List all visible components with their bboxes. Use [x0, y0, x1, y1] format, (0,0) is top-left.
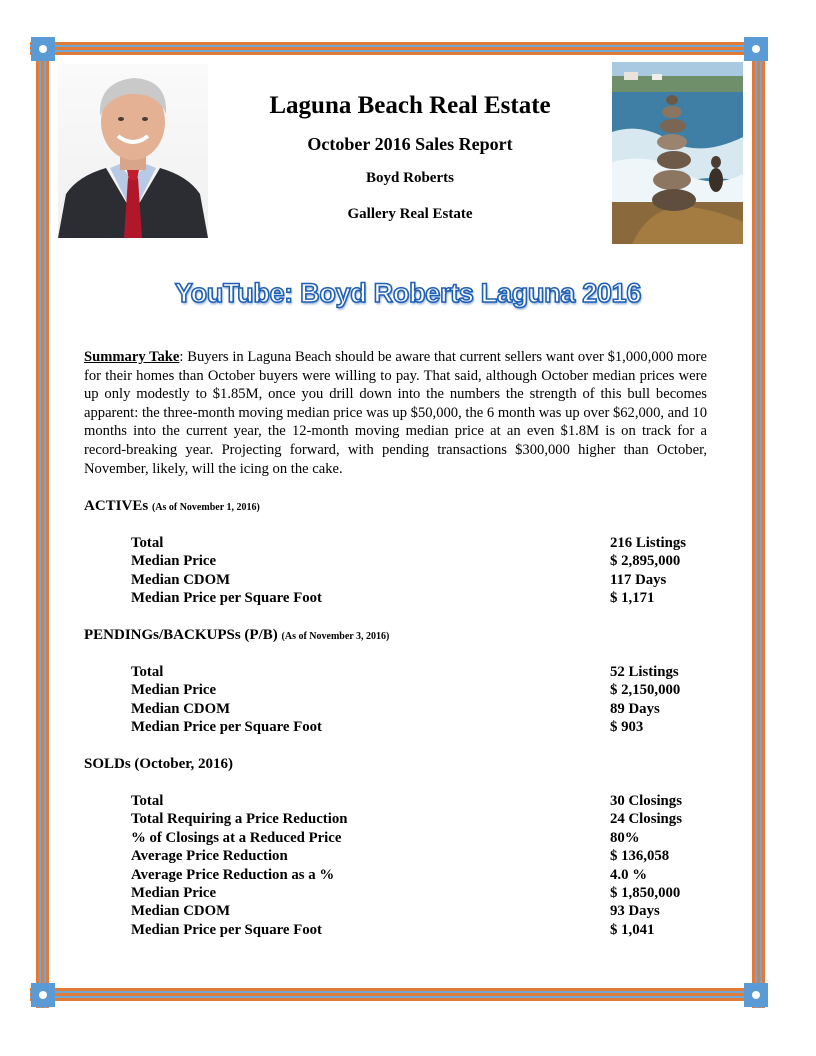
stat-row: [131, 589, 731, 607]
stat-row: [131, 663, 731, 681]
stat-label: Average Price Reduction as a %: [131, 866, 335, 883]
stat-row: [131, 810, 731, 828]
stat-row: [131, 681, 731, 699]
actives-title: ACTIVEs: [84, 498, 149, 514]
summary-text: : Buyers in Laguna Beach should be aware that current sellers want over $1,000,000 more for their homes than October buyers were willing to pay. That said, although October median prices were up only modestly to $1.85M, once you drill down into the numbers the strength of this bull becomes apparent: the three-month moving median price was up $50,000, the 6 month was up over $62,000, and 10 months into the current year, the 12-month moving median price at an even $1.8M is on track for a record-breaking year. Projecting forward, with pending transactions $300,000 higher than October, November, likely, will the icing on the cake.: [84, 349, 707, 477]
stat-value: 52 Listings: [610, 664, 679, 680]
frame-right: [752, 40, 765, 1008]
stat-value: 93 Days: [610, 903, 660, 920]
stat-row: [131, 829, 731, 847]
stat-label: Median CDOM: [131, 903, 231, 920]
stat-row: [131, 552, 731, 570]
stat-value: $ 1,041: [610, 921, 655, 938]
frame-left: [36, 40, 49, 1008]
stat-label: Median Price per Square Foot: [131, 590, 322, 607]
stat-value: 30 Closings: [610, 793, 682, 809]
stat-value: $ 1,850,000: [610, 884, 681, 901]
stat-label: Median Price per Square Foot: [131, 719, 322, 736]
stat-label: Median CDOM: [131, 571, 231, 588]
stat-row: [131, 921, 731, 939]
pendings-date: (As of November 3, 2016): [281, 631, 390, 642]
frame-corner-bottom-right: [744, 983, 768, 1007]
frame-bottom: [30, 988, 766, 1001]
solds-section-title: [84, 756, 233, 773]
stat-value: $ 136,058: [610, 848, 670, 865]
stat-value: 117 Days: [610, 571, 667, 588]
frame-corner-top-right: [744, 37, 768, 61]
stat-value: $ 2,895,000: [610, 553, 681, 570]
stat-value: $ 2,150,000: [610, 682, 681, 699]
stat-row: [131, 884, 731, 902]
page-title: Laguna Beach Real Estate: [269, 92, 551, 119]
frame-corner-bottom-left: [31, 983, 55, 1007]
company-name: Gallery Real Estate: [347, 206, 473, 222]
stat-label: Total Requiring a Price Reduction: [131, 811, 348, 828]
stat-value: 89 Days: [610, 700, 660, 717]
pendings-section-title: [84, 627, 389, 644]
stat-row: [131, 571, 731, 589]
stat-value: $ 1,171: [610, 590, 655, 607]
stat-value: $ 903: [610, 719, 644, 736]
stacked-rocks-beach-icon: [612, 62, 743, 244]
stat-label: Total: [131, 535, 164, 551]
stat-label: Median Price: [131, 884, 217, 901]
stat-label: Median Price per Square Foot: [131, 921, 322, 938]
pendings-title: PENDINGs/BACKUPSs (P/B): [84, 627, 278, 643]
stat-label: Total: [131, 664, 164, 680]
pendings-rows: [131, 663, 731, 737]
report-subtitle: October 2016 Sales Report: [307, 134, 513, 154]
stat-row: [131, 902, 731, 920]
stat-label: Median Price: [131, 553, 217, 570]
summary-paragraph: [84, 348, 707, 478]
solds-rows: [131, 792, 731, 939]
stat-row: [131, 847, 731, 865]
youtube-banner: YouTube: Boyd Roberts Laguna 2016: [174, 278, 642, 308]
stat-row: [131, 792, 731, 810]
stat-label: % of Closings at a Reduced Price: [131, 829, 342, 846]
stat-label: Median Price: [131, 682, 217, 699]
agent-portrait-icon: [58, 64, 208, 238]
stat-row: [131, 700, 731, 718]
actives-section-title: [84, 498, 260, 515]
stat-row: [131, 718, 731, 736]
actives-rows: [131, 534, 731, 608]
frame-top: [30, 42, 766, 55]
stat-label: Median CDOM: [131, 700, 231, 717]
stat-label: Total: [131, 793, 164, 809]
stat-value: 216 Listings: [610, 535, 687, 551]
frame-corner-top-left: [31, 37, 55, 61]
stat-value: 24 Closings: [610, 811, 682, 828]
stat-row: [131, 866, 731, 884]
stat-row: [131, 534, 731, 552]
stat-value: 80%: [610, 829, 640, 846]
solds-title: SOLDs (October, 2016): [84, 756, 234, 772]
stat-label: Average Price Reduction: [131, 848, 288, 865]
agent-name: Boyd Roberts: [366, 170, 454, 186]
summary-heading: Summary Take: [84, 349, 180, 365]
stat-value: 4.0 %: [610, 866, 647, 883]
actives-date: (As of November 1, 2016): [151, 502, 260, 513]
